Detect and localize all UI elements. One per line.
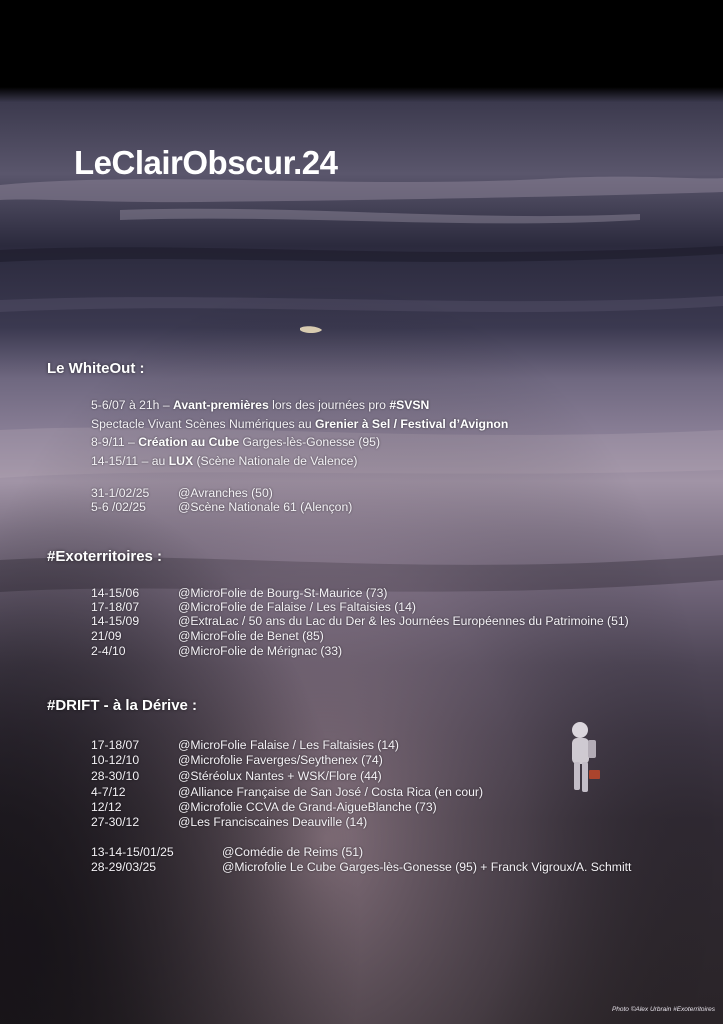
photo-credit: Photo ©Alex Urbrain #Exoterritoires (611, 1006, 715, 1013)
whiteout-line-2: Spectacle Vivant Scènes Numériques au Grenier à Sel / Festival d’Avignon (91, 417, 509, 431)
whiteout-line-3: 8-9/11 – Création au Cube Garges-lès-Gonesse (95) (91, 435, 380, 449)
section-heading-whiteout: Le WhiteOut : (47, 360, 145, 377)
page-title: LeClairObscur.24 (74, 144, 338, 181)
section-heading-drift: #DRIFT - à la Dérive : (47, 697, 198, 714)
whiteout-line-1: 5-6/07 à 21h – Avant-premières lors des journées pro #SVSN (91, 398, 430, 412)
whiteout-line-4: 14-15/11 – au LUX (Scène Nationale de Valence) (91, 454, 358, 468)
poster: LeClairObscur.24 Le WhiteOut : 5-6/07 à 21h – Avant-premières lors des journées pro #SVSN Spectacle Vivant Scènes Numériques au Grenier à Sel / Festival d’Avignon 8-9/11 – Création au Cube Garges-lès-Gonesse (95) 14-15/11 – au LUX (Scène Nationale de Valence) 31-1/02/25 @Avranches (50) 5-6 /02/25 @Scène Nationale 61 (Alençon) #Exoterritoires : 14-15/06 @MicroFolie de Bourg-St-Maurice (73) 17-18/07 @MicroFolie de Falaise / Les Faltaisies (14) 14-15/09 @ExtraLac / 50 ans du Lac du Der & les Journées Européennes du Patrimoine (51) 21/09 @MicroFolie de Benet (85) 2-4/10 @MicroFolie de Mérignac (33) #DRIFT - à la Dérive : 17-18/07 @MicroFolie Falaise / Les Faltaisies (14) 10-12/10 @Microfolie Faverges/Seythenex (74) 28-30/10 @Stéréolux Nantes + WSK/Flore (44) 4-7/12 @Alliance Française de San José / Costa Rica (en cour) 12/12 @Microfolie CCVA de Grand-AigueBlanche (73) 27-30/12 @Les Franciscaines Deauville (14) 13-14-15/01/25 @Comédie de Reims (51) 28-29/03/25 @Microfolie Le Cube Garges-lès-Gonesse (95) + Franck Vigroux/A. Schmitt Photo ©Alex Urbrain #Exoterritoires (0, 0, 723, 1024)
section-heading-exoterritoires: #Exoterritoires : (47, 548, 163, 565)
